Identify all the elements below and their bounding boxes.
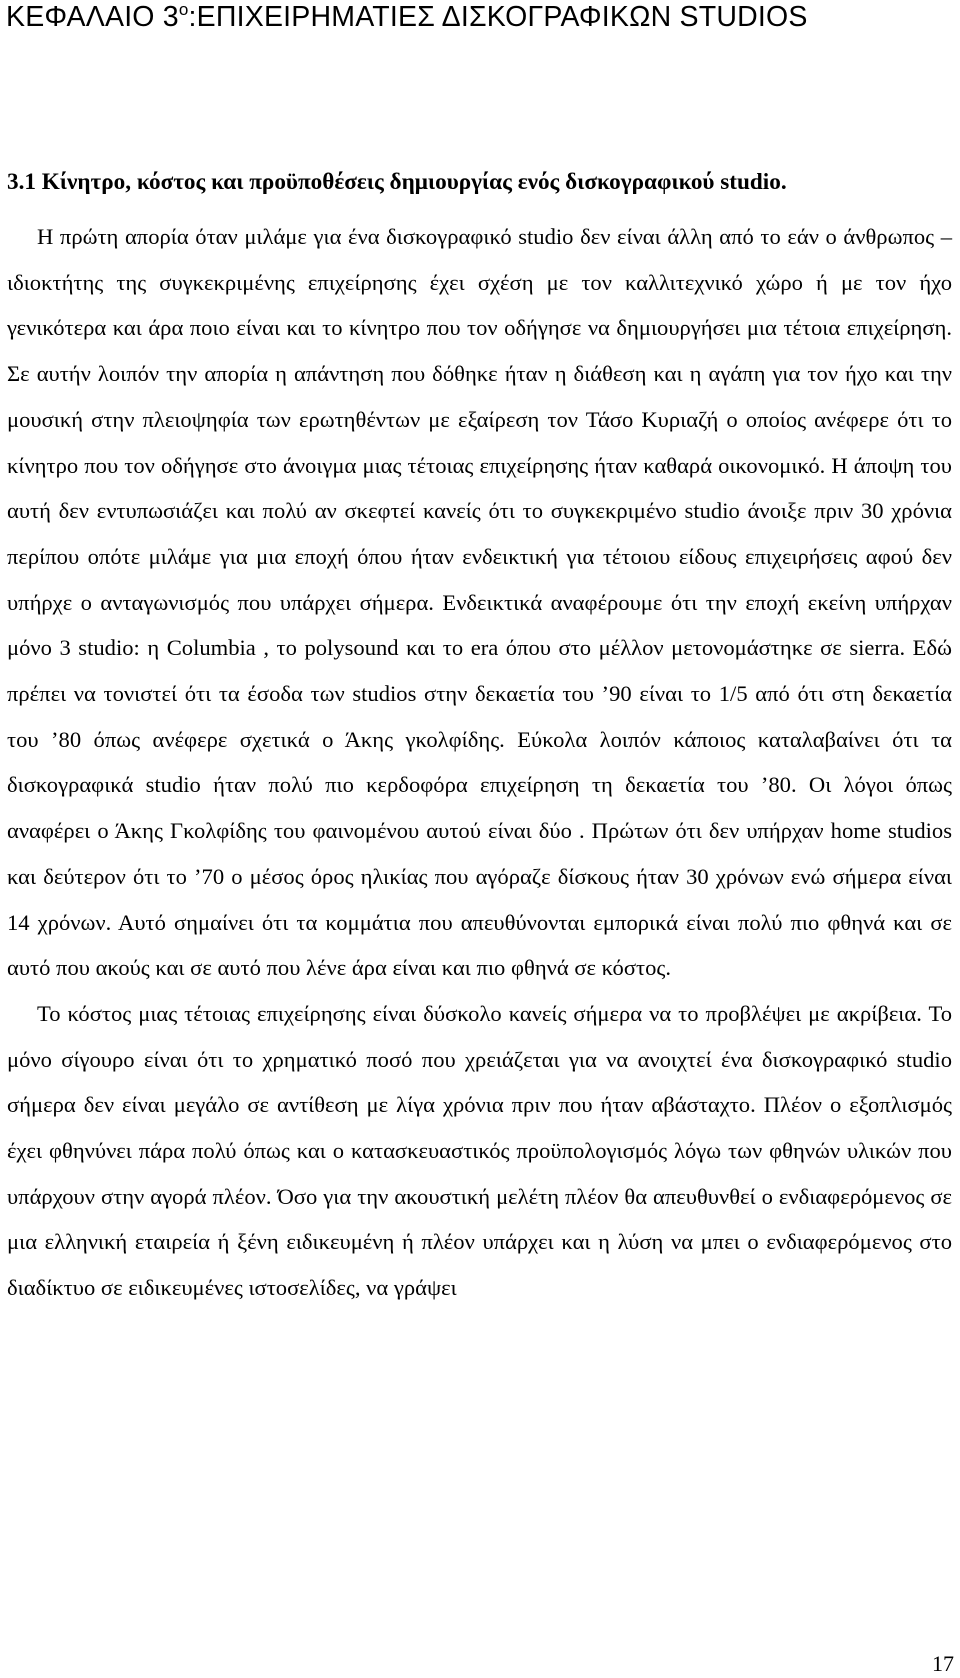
chapter-title <box>6 0 956 34</box>
paragraph-2: Το κόστος μιας τέτοιας επιχείρησης είναι δύσκολο κανείς σήμερα να το προβλέψει με ακρίβεια. Το μόνο σίγουρο είναι ότι το χρηματικό ποσό που χρειάζεται για να ανοιχτεί ένα δισκογραφικό studio σήμερα δεν είναι μεγάλο σε αντίθεση με λίγα χρόνια πριν που ήταν αβάσταχτο. Πλέον ο εξοπλισμός έχει φθηνύνει πάρα πολύ όπως και ο κατασκευαστικός προϋπολογισμός λόγω των φθηνών υλικών που υπάρχουν στην αγορά πλέον. Όσο για την ακουστική μελέτη πλέον θα απευθυνθεί ο ενδιαφερόμενος σε μια ελληνική εταιρεία ή ξένη ειδικευμένη ή πλέον υπάρχει και η λύση να μπει ο ενδιαφερόμενος στο διαδίκτυο σε ειδικευμένες ιστοσελίδες, να γράψει <box>7 1000 952 1301</box>
page-number: 17 <box>932 1651 954 1676</box>
chapter-title-superscript: ο <box>178 0 189 19</box>
chapter-title-suffix: :ΕΠΙΧΕΙΡΗΜΑΤΙΕΣ ΔΙΣΚΟΓΡΑΦΙΚΩΝ STUDIOS <box>188 1 808 33</box>
chapter-title-prefix: ΚΕΦΑΛΑΙΟ 3 <box>6 1 179 33</box>
section-title: 3.1 Κίνητρο, κόστος και προϋποθέσεις δημιουργίας ενός δισκογραφικού studio. <box>7 169 787 195</box>
body-text <box>7 214 952 1311</box>
paragraph-1: Η πρώτη απορία όταν μιλάμε για ένα δισκογραφικό studio δεν είναι άλλη από το εάν ο άνθρωπος – ιδιοκτήτης της συγκεκριμένης επιχείρησης έχει σχέση με τον καλλιτεχνικό χώρο ή με τον ήχο γενικότερα και άρα ποιο είναι και το κίνητρο που τον οδήγησε να δημιουργήσει μια τέτοια επιχείρηση. Σε αυτήν λοιπόν την απορία η απάντηση που δόθηκε ήταν η διάθεση και η αγάπη για τον ήχο και την μουσική στην πλειοψηφία των ερωτηθέντων με εξαίρεση τον Τάσο Κυριαζή ο οποίος ανέφερε ότι το κίνητρο που τον οδήγησε στο άνοιγμα μιας τέτοιας επιχείρησης ήταν καθαρά οικονομικό. Η άποψη του αυτή δεν εντυπωσιάζει και πολύ αν σκεφτεί κανείς ότι το συγκεκριμένο studio άνοιξε πριν 30 χρόνια περίπου οπότε μιλάμε για μια εποχή όπου ήταν ενδεικτική για τέτοιου είδους επιχειρήσεις αφού δεν υπήρχε ο ανταγωνισμός που υπάρχει σήμερα. Ενδεικτικά αναφέρουμε ότι την εποχή εκείνη υπήρχαν μόνο 3 studio: η Columbia , το polysound και το era όπου στο μέλλον μετονομάστηκε σε sierra. Εδώ πρέπει να τονιστεί ότι τα έσοδα των studios στην δεκαετία του ’90 είναι το 1/5 από ότι στη δεκαετία του ’80 όπως ανέφερε σχετικά ο Άκης γκολφίδης. Εύκολα λοιπόν κάποιος καταλαβαίνει ότι τα δισκογραφικά studio ήταν πολύ πιο κερδοφόρα επιχείρηση τη δεκαετία του ’80. Οι λόγοι όπως αναφέρει ο Άκης Γκολφίδης του φαινομένου αυτού είναι δύο . Πρώτων ότι δεν υπήρχαν home studios και δεύτερον ότι το ’70 ο μέσος όρος ηλικίας που αγόραζε δίσκους ήταν 30 χρόνων ενώ σήμερα είναι 14 χρόνων. Αυτό σημαίνει ότι τα κομμάτια που απευθύνονται εμπορικά είναι πολύ πιο φθηνά και σε αυτό που ακούς και σε αυτό που λένε άρα είναι και πιο φθηνά σε κόστος. <box>7 224 952 981</box>
